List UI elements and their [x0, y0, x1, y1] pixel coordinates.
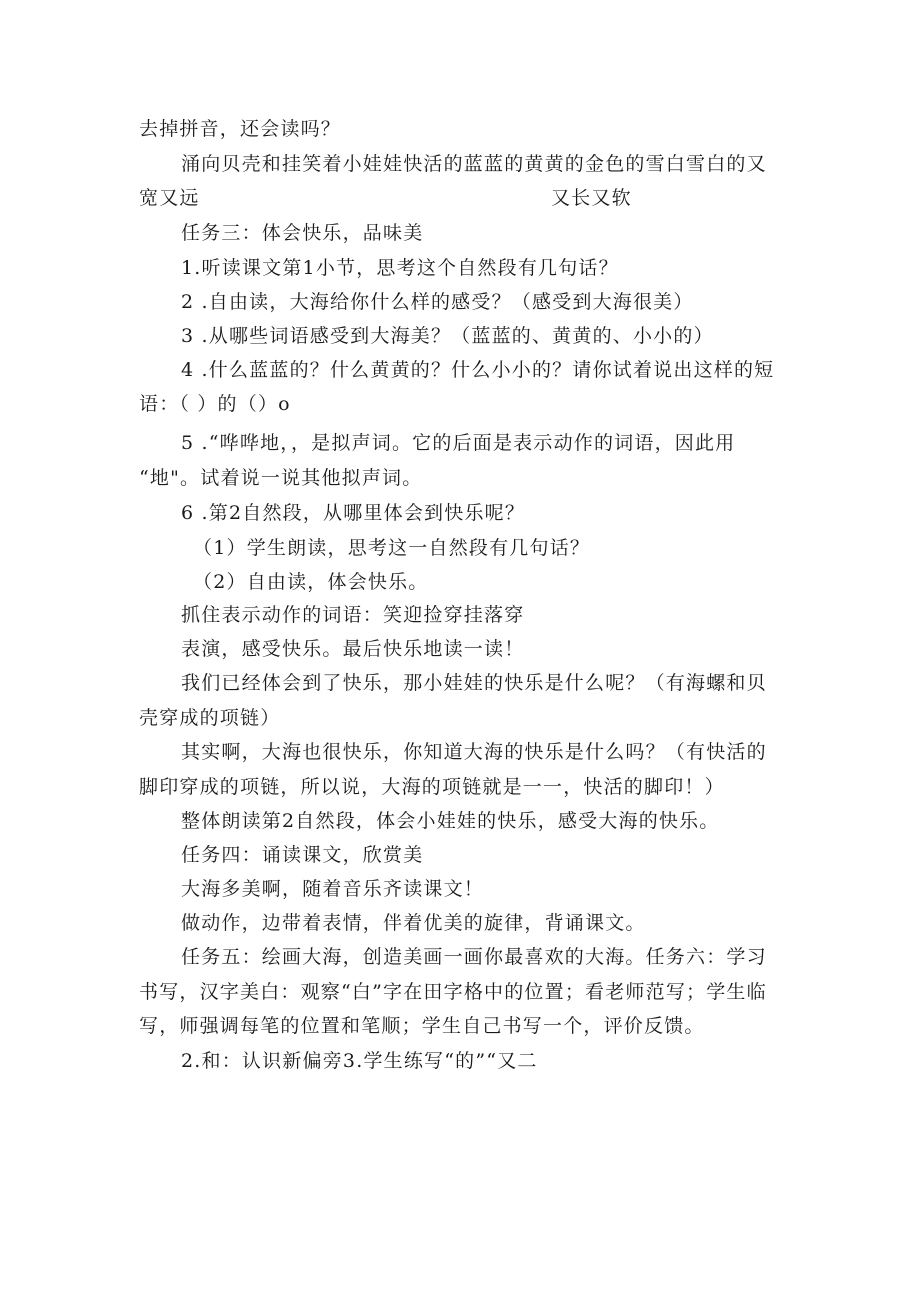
- text-line: （1）学生朗读，思考这一自然段有几句话？: [193, 537, 591, 559]
- text-line: 大海多美啊，随着音乐齐读课文！: [181, 878, 485, 900]
- text-line: 壳穿成的项链）: [139, 707, 281, 729]
- text-line: 脚印穿成的项链，所以说，大海的项链就是一一，快活的脚印！）: [139, 776, 725, 798]
- text-line: 书写，汉字美白：观察“白”字在田字格中的位置；看老师范写；学生临: [139, 981, 767, 1003]
- text-line: 又长又软: [551, 187, 632, 209]
- text-line: （2）自由读，体会快乐。: [193, 571, 429, 593]
- text-line: 写，师强调每笔的位置和笔顺；学生自己书写一个，评价反馈。: [139, 1015, 705, 1037]
- text-line: 4 .什么蓝蓝的？什么黄黄的？什么小小的？请你试着说出这样的短: [181, 359, 775, 381]
- section-heading: 任务三：体会快乐，品味美: [181, 222, 424, 244]
- text-line: 宽又远: [139, 187, 200, 209]
- text-line: 我们已经体会到了快乐，那小娃娃的快乐是什么呢？（有海螺和贝: [181, 672, 767, 694]
- text-line: 语：（ ）的（）o: [139, 393, 291, 415]
- text-line: 2 .自由读，大海给你什么样的感受？（感受到大海很美）: [181, 291, 694, 313]
- text-line: 1.听读课文第1小节，思考这个自然段有几句话？: [181, 257, 619, 279]
- text-line: 去掉拼音，还会读吗？: [139, 118, 342, 140]
- text-line: 整体朗读第2自然段，体会小娃娃的快乐，感受大海的快乐。: [181, 810, 720, 832]
- text-line: 2.和：认识新偏旁3.学生练写“的”“又二: [181, 1050, 538, 1072]
- section-heading: 任务四：诵读课文，欣赏美: [181, 844, 424, 866]
- section-heading: 任务五：绘画大海，创造美画一画你最喜欢的大海。任务六：学习: [181, 946, 767, 968]
- text-line: 做动作，边带着表情，伴着优美的旋律，背诵课文。: [181, 912, 646, 934]
- text-line: 表演，感受快乐。最后快乐地读一读！: [181, 638, 525, 660]
- text-line: 涌向贝壳和挂笑着小娃娃快活的蓝蓝的黄黄的金色的雪白雪白的又: [181, 153, 767, 175]
- text-line: 3 .从哪些词语感受到大海美？（蓝蓝的、黄黄的、小小的）: [181, 325, 714, 347]
- text-line: 6 .第2自然段，从哪里体会到快乐呢？: [181, 502, 526, 524]
- text-line: “地"。试着说一说其他拟声词。: [139, 467, 423, 489]
- text-line: 抓住表示动作的词语：笑迎捡穿挂落穿: [181, 604, 525, 626]
- text-line: 5 .“哗哗地，，是拟声词。它的后面是表示动作的词语，因此用: [181, 432, 736, 454]
- text-line: 其实啊，大海也很快乐，你知道大海的快乐是什么吗？（有快活的: [181, 741, 767, 763]
